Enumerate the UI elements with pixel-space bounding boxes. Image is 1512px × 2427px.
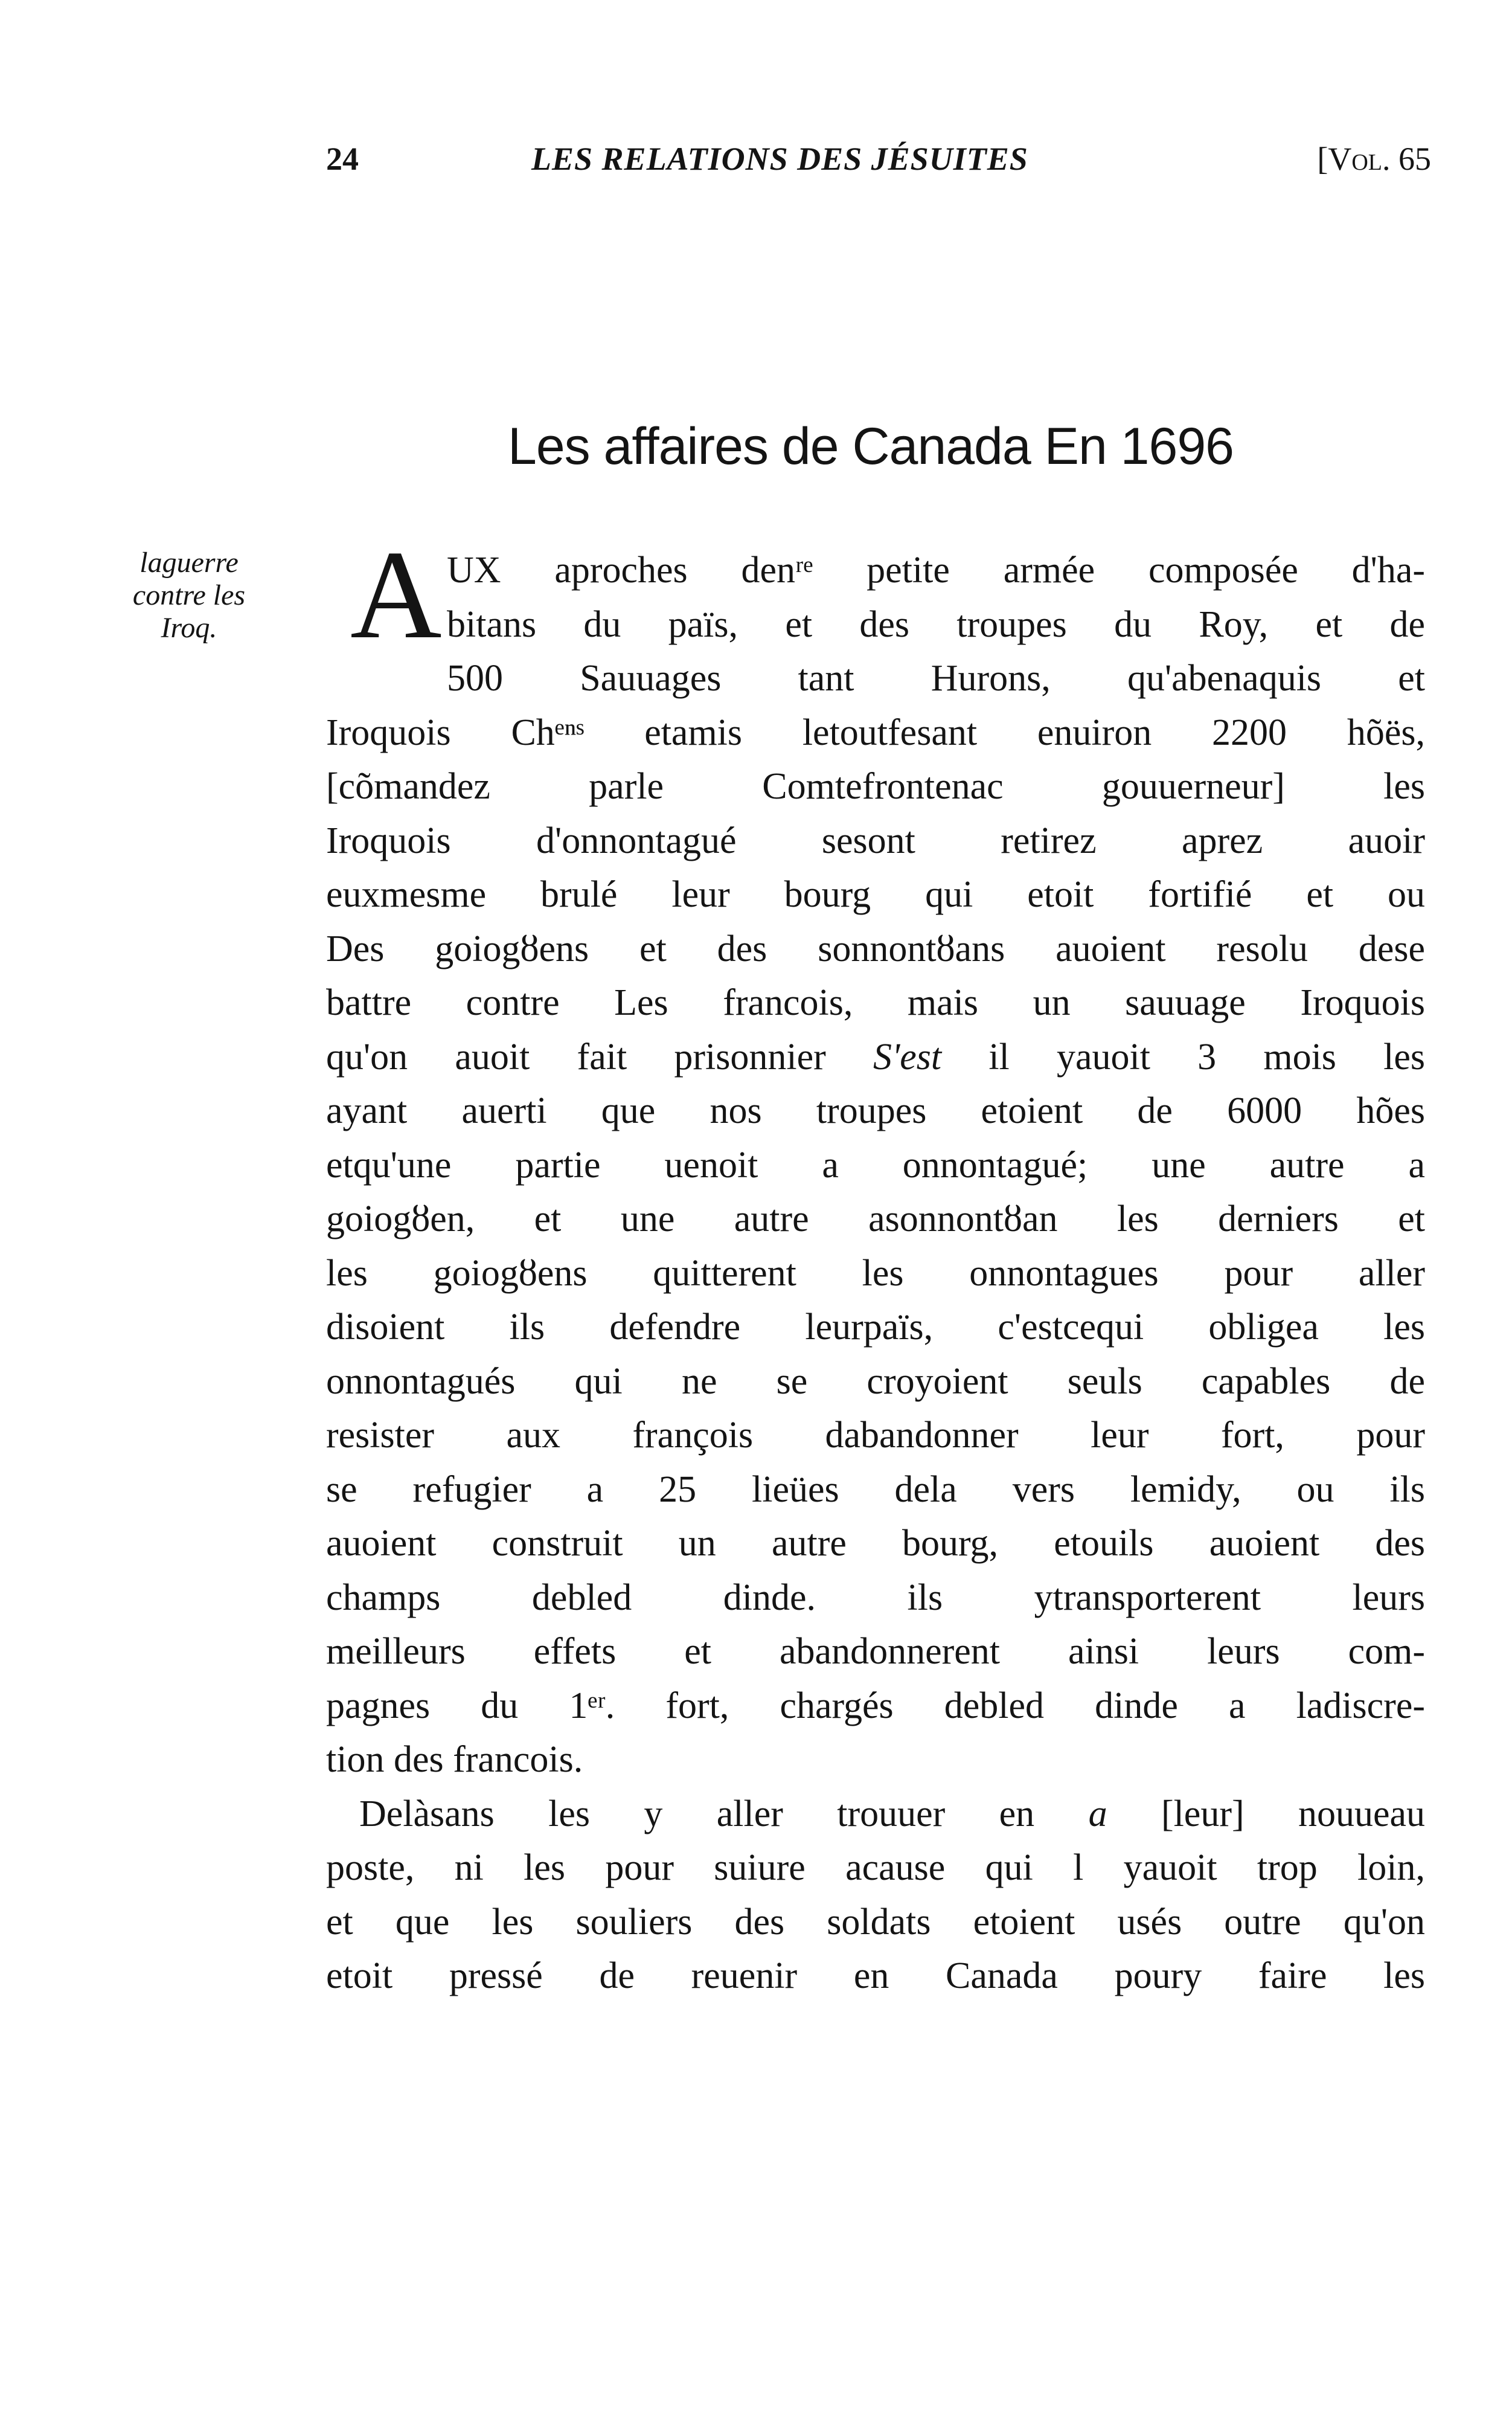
text-line: champs debled dinde. ils ytransporterent leurs bbox=[326, 1577, 1425, 1618]
text-line: [cõmandez parle Comtefrontenac gouuerneur] les bbox=[326, 766, 1425, 807]
text-line bbox=[326, 1787, 1425, 1842]
text-line: auoient construit un autre bourg, etouils auoient des bbox=[326, 1523, 1425, 1564]
text-fragment: qu'on auoit fait prisonnier bbox=[326, 1036, 826, 1078]
text-line: poste, ni les pour suiure acause qui l yauoit trop loin, bbox=[326, 1847, 1425, 1888]
text-line: Des goiogȣens et des sonnontȣans auoient resolu dese bbox=[326, 928, 1425, 969]
text-line: etqu'une partie uenoit a onnontagué; une autre a bbox=[326, 1144, 1425, 1186]
text-line: UX aproches denʳᵉ petite armée composée d'ha- bbox=[447, 550, 1425, 591]
margin-note-line: Iroq. bbox=[161, 612, 217, 644]
italic-word: a bbox=[1088, 1793, 1107, 1834]
text-line: euxmesme brulé leur bourg qui etoit fortifié et ou bbox=[326, 874, 1425, 915]
text-line: tion des francois. bbox=[326, 1739, 583, 1780]
text-line: et que les souliers des soldats etoient usés outre qu'on bbox=[326, 1901, 1425, 1943]
margin-note-line: contre les bbox=[132, 579, 246, 611]
text-line: Iroquois Chᵉⁿˢ etamis letoutfesant enuiron 2200 hõës, bbox=[326, 712, 1425, 753]
text-fragment: Delàsans les y aller trouuer en bbox=[359, 1793, 1035, 1834]
text-line: 500 Sauuages tant Hurons, qu'abenaquis et bbox=[447, 658, 1425, 699]
page-number: 24 bbox=[326, 141, 359, 177]
text-line: etoit pressé de reuenir en Canada poury faire les bbox=[326, 1955, 1425, 1996]
body-text bbox=[326, 544, 1425, 2004]
text-line: les goiogȣens quitterent les onnontagues pour aller bbox=[326, 1252, 1425, 1294]
margin-note bbox=[89, 547, 289, 645]
text-line: resister aux françois dabandonner leur fort, pour bbox=[326, 1415, 1425, 1456]
text-line: ayant auerti que nos troupes etoient de 6000 hões bbox=[326, 1090, 1425, 1131]
running-title: LES RELATIONS DES JÉSUITES bbox=[531, 141, 1028, 177]
text-line: battre contre Les francois, mais un sauuage Iroquois bbox=[326, 982, 1425, 1023]
text-line: onnontagués qui ne se croyoient seuls capables de bbox=[326, 1360, 1425, 1402]
text-line: meilleurs effets et abandonnerent ainsi leurs com- bbox=[326, 1631, 1425, 1672]
italic-word: S'est bbox=[873, 1036, 942, 1078]
text-line: Iroquois d'onnontagué sesont retirez aprez auoir bbox=[326, 820, 1425, 861]
drop-cap: A bbox=[350, 525, 442, 665]
text-line bbox=[326, 1030, 1425, 1085]
volume-label: [Vol. 65 bbox=[1317, 141, 1431, 177]
running-header bbox=[326, 140, 1431, 182]
section-title: Les affaires de Canada En 1696 bbox=[507, 417, 1234, 475]
text-line: goiogȣen, et une autre asonnontȣan les derniers et bbox=[326, 1198, 1425, 1239]
margin-note-line: laguerre bbox=[139, 547, 239, 579]
text-line: disoient ils defendre leurpaïs, c'estcequi obligea les bbox=[326, 1307, 1425, 1348]
text-fragment: [leur] nouueau bbox=[1161, 1793, 1426, 1834]
text-fragment: il yauoit 3 mois les bbox=[988, 1036, 1425, 1078]
text-line: se refugier a 25 lieües dela vers lemidy, ou ils bbox=[326, 1468, 1425, 1510]
text-line: pagnes du 1ᵉʳ. fort, chargés debled dinde a ladiscre- bbox=[326, 1685, 1425, 1726]
text-line: bitans du païs, et des troupes du Roy, et de bbox=[447, 603, 1425, 645]
